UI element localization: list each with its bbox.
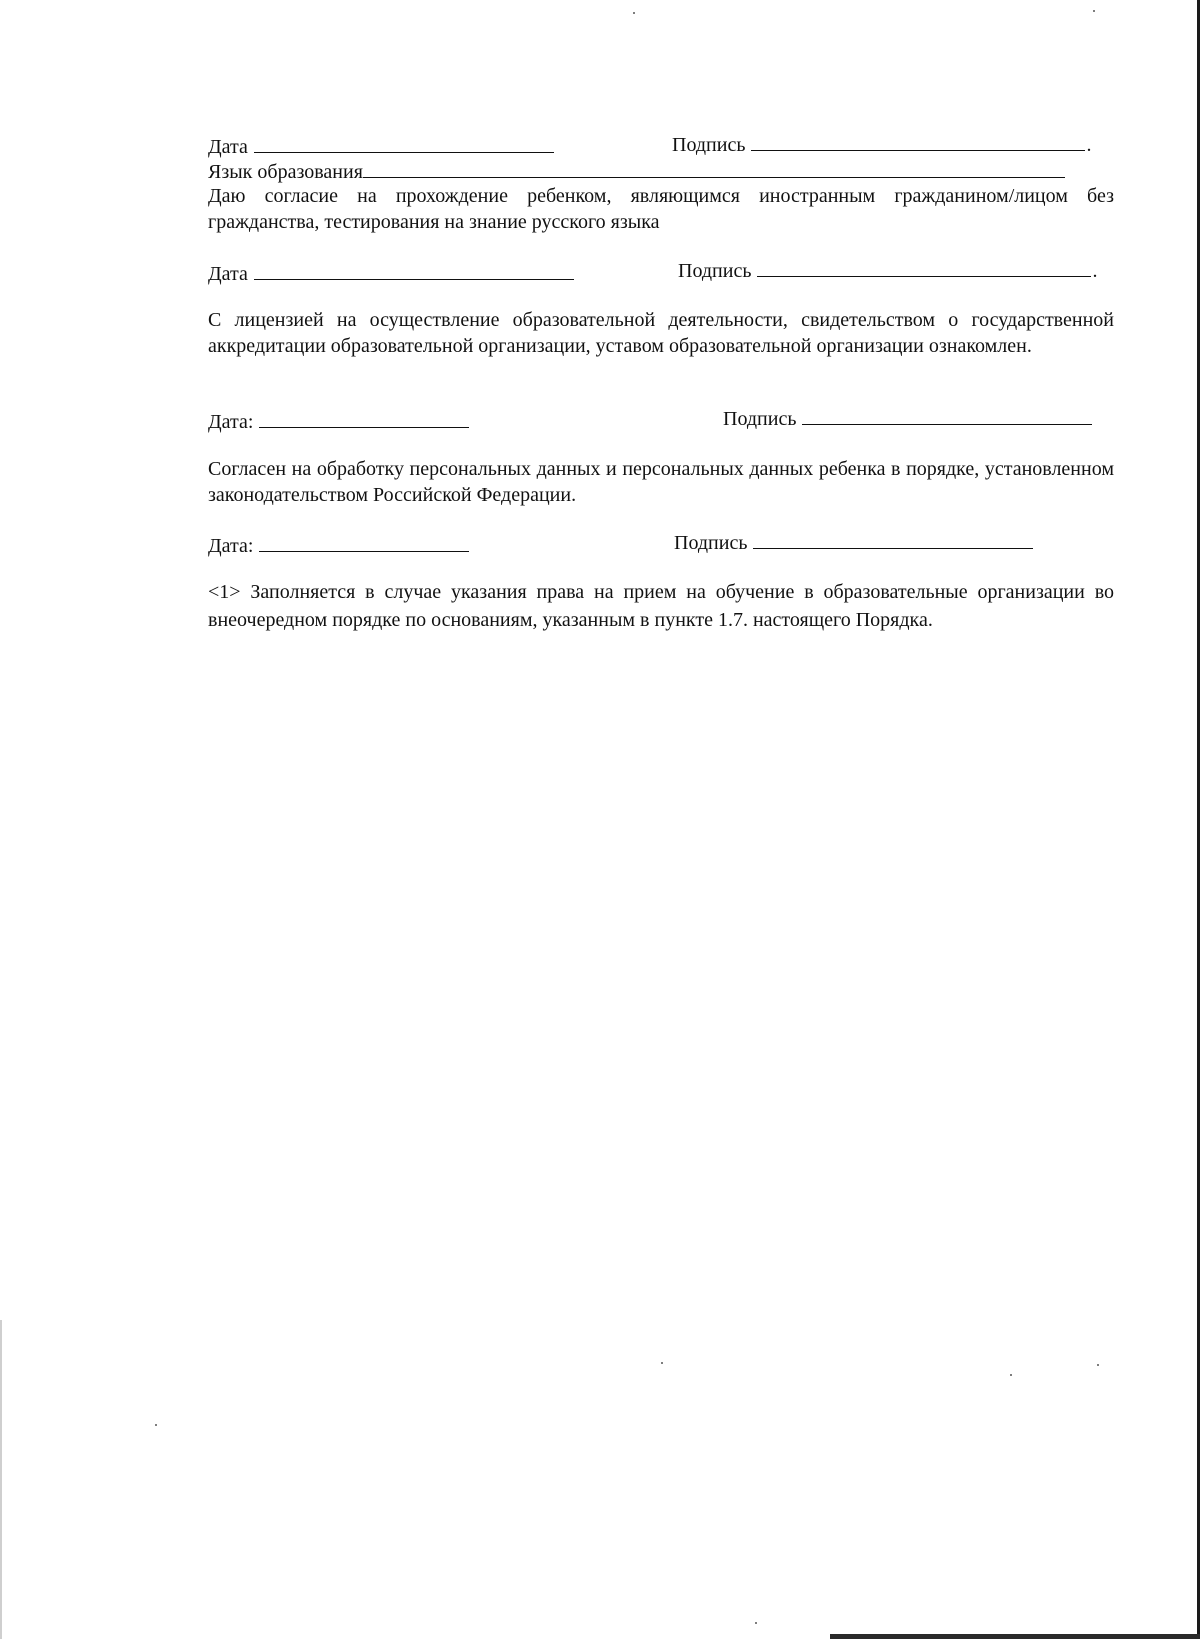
date-blank[interactable] [254, 151, 554, 153]
signature-blank[interactable] [753, 547, 1033, 549]
scan-speck [1097, 1364, 1099, 1366]
signature-label: Подпись [674, 532, 748, 554]
signature-blank[interactable] [802, 423, 1092, 425]
scan-speck [1010, 1374, 1012, 1376]
date-field-3 [208, 410, 469, 434]
signature-blank[interactable] [757, 275, 1091, 277]
date-field-2 [208, 262, 574, 286]
language-label: Язык образования [208, 161, 363, 183]
license-text: С лицензией на осуществление образовательной деятельности, свидетельством о государственной аккредитации образовательной организации, уставом образовательной организации ознакомлен. [208, 309, 1114, 357]
signature-blank[interactable] [751, 149, 1085, 151]
date-label: Дата [208, 263, 248, 285]
scan-speck [755, 1622, 757, 1624]
footnote-text: <1> Заполняется в случае указания права на прием на обучение в образовательные организации во внеочередном порядке по основаниям, указанным в пункте 1.7. настоящего Порядка. [208, 581, 1114, 631]
date-field-1 [208, 135, 554, 159]
date-field-4 [208, 534, 469, 558]
signature-label: Подпись [672, 134, 746, 156]
scan-speck [661, 1362, 663, 1364]
signature-field-1: Подпись . [672, 134, 1092, 156]
date-label: Дата: [208, 535, 254, 557]
scan-speck [155, 1424, 157, 1426]
date-label: Дата [208, 136, 248, 158]
consent-testing-text: Даю согласие на прохождение ребенком, являющимся иностранным гражданином/лицом без гражданства, тестирования на знание русского языка [208, 185, 1114, 233]
date-blank[interactable] [259, 426, 469, 428]
scan-speck [633, 12, 635, 14]
language-blank[interactable] [363, 176, 1065, 178]
date-blank[interactable] [259, 550, 469, 552]
signature-label: Подпись [678, 260, 752, 282]
personal-data-text: Согласен на обработку персональных данных и персональных данных ребенка в порядке, установленном законодательством Российской Федерации. [208, 458, 1114, 506]
signature-field-4 [674, 531, 1033, 555]
language-field [208, 160, 1065, 184]
scan-edge-left [0, 1320, 2, 1639]
signature-field-3 [723, 407, 1092, 431]
date-blank[interactable] [254, 278, 574, 280]
date-label: Дата: [208, 411, 254, 433]
scan-speck [1093, 10, 1095, 12]
signature-field-2: Подпись . [678, 260, 1098, 282]
signature-label: Подпись [723, 408, 797, 430]
scan-edge-bottom [830, 1634, 1200, 1639]
